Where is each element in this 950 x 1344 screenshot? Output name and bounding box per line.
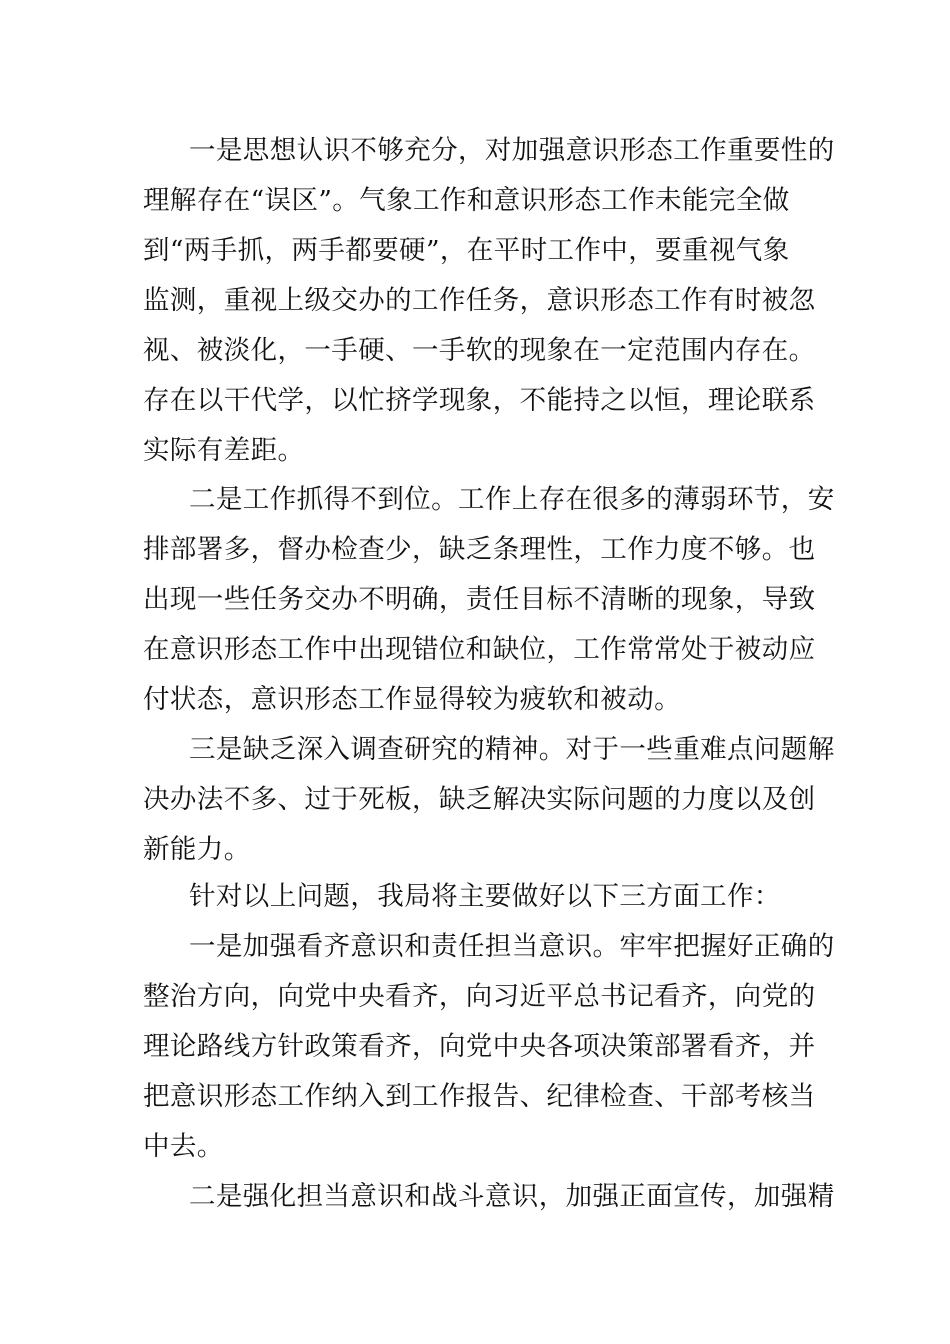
text-line: 在意识形态工作中出现错位和缺位，工作常常处于被动应 (143, 634, 816, 665)
text-line: 排部署多，督办检查少，缺乏条理性，工作力度不够。也 (143, 534, 816, 565)
text-line: 二是强化担当意识和战斗意识，加强正面宣传，加强精 (189, 1181, 835, 1212)
text-line: 决办法不多、过于死板，缺乏解决实际问题的力度以及创 (143, 784, 816, 815)
text-line: 视、被淡化，一手硬、一手软的现象在一定范围内存在。 (143, 335, 816, 366)
text-line: 针对以上问题，我局将主要做好以下三方面工作： (189, 881, 781, 912)
text-line: 中去。 (143, 1131, 224, 1162)
text-line: 付状态，意识形态工作显得较为疲软和被动。 (143, 684, 681, 715)
text-line: 一是思想认识不够充分，对加强意识形态工作重要性的 (189, 135, 835, 166)
text-line: 存在以干代学，以忙挤学现象，不能持之以恒，理论联系 (143, 385, 816, 416)
text-line: 把意识形态工作纳入到工作报告、纪律检查、干部考核当 (143, 1081, 816, 1112)
text-line: 整治方向，向党中央看齐，向习近平总书记看齐，向党的 (143, 981, 816, 1012)
text-line: 三是缺乏深入调查研究的精神。对于一些重难点问题解 (189, 734, 835, 765)
text-line: 一是加强看齐意识和责任担当意识。牢牢把握好正确的 (189, 931, 835, 962)
text-line: 新能力。 (143, 834, 251, 865)
text-line: 实际有差距。 (143, 435, 305, 466)
text-line: 理论路线方针政策看齐，向党中央各项决策部署看齐，并 (143, 1031, 816, 1062)
text-line: 到“两手抓，两手都要硬”，在平时工作中，要重视气象 (143, 235, 790, 266)
text-line: 二是工作抓得不到位。工作上存在很多的薄弱环节，安 (189, 484, 835, 515)
text-line: 出现一些任务交办不明确，责任目标不清晰的现象，导致 (143, 584, 816, 615)
text-line: 监测，重视上级交办的工作任务，意识形态工作有时被忽 (143, 285, 816, 316)
text-line: 理解存在“误区”。气象工作和意识形态工作未能完全做 (143, 185, 790, 216)
